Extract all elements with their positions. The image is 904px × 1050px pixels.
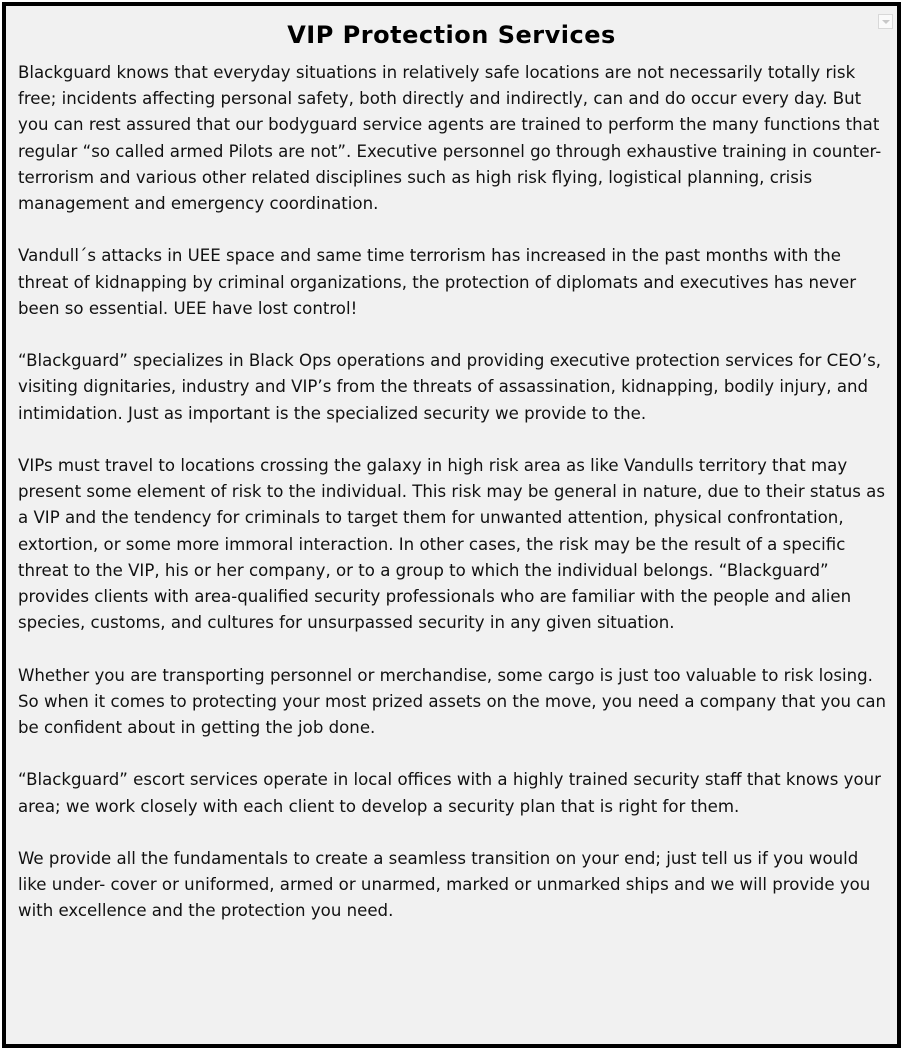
paragraph-1: Blackguard knows that everyday situations in relatively safe locations are not necessarily totally risk free; incidents affecting personal safety, both directly and indirectly, can and do occur every day. But you can rest assured that our bodyguard service agents are trained to perform the many functions that regular “so called armed Pilots are not”. Executive personnel go through exhaustive training in counter-terrorism and various other related disciplines such as high risk flying, logistical planning, crisis management and emergency coordination. [18, 63, 882, 214]
paragraph-4: VIPs must travel to locations crossing the galaxy in high risk area as like Vandulls territory that may present some element of risk to the individual. This risk may be general in nature, due to their status as a VIP and the tendency for criminals to target them for unwanted attention, physical confrontation, extortion, or some more immoral interaction. In other cases, the risk may be the result of a specific threat to the VIP, his or her company, or to a group to which the individual belongs. “Blackguard” provides clients with area-qualified security professionals who are familiar with the people and alien species, customs, and cultures for unsurpassed security in any given situation. [18, 456, 885, 633]
paragraph-3: “Blackguard” specializes in Black Ops operations and providing executive protection services for CEO’s, visiting dignitaries, industry and VIP’s from the threats of assassination, kidnapping, bodily injury, and intimidation. Just as important is the specialized security we provide to the. [18, 351, 882, 423]
paragraph-5: Whether you are transporting personnel or merchandise, some cargo is just too valuable to risk losing. So when it comes to protecting your most prized assets on the move, you need a company that you can be confident about in getting the job done. [18, 665, 887, 738]
paragraph-6: “Blackguard” escort services operate in local offices with a highly trained security staff that knows your area; we work closely with each client to develop a security plan that is right for them. [18, 770, 881, 816]
paragraph-2: Vandull´s attacks in UEE space and same time terrorism has increased in the past months with the threat of kidnapping by criminal organizations, the protection of diplomats and executives has never been so essential. UEE have lost control! [18, 246, 857, 318]
chevron-down-icon [882, 20, 890, 24]
content-panel [2, 2, 901, 1048]
page-title: VIP Protection Services [287, 21, 616, 49]
article-body [18, 60, 890, 925]
paragraph-7: We provide all the fundamentals to create a seamless transition on your end; just tell us if you would like under- cover or uniformed, armed or unarmed, marked or unmarked ships and we will provide you with excellence and the protection you need. [18, 849, 871, 921]
dropdown-toggle-button[interactable] [878, 14, 893, 29]
